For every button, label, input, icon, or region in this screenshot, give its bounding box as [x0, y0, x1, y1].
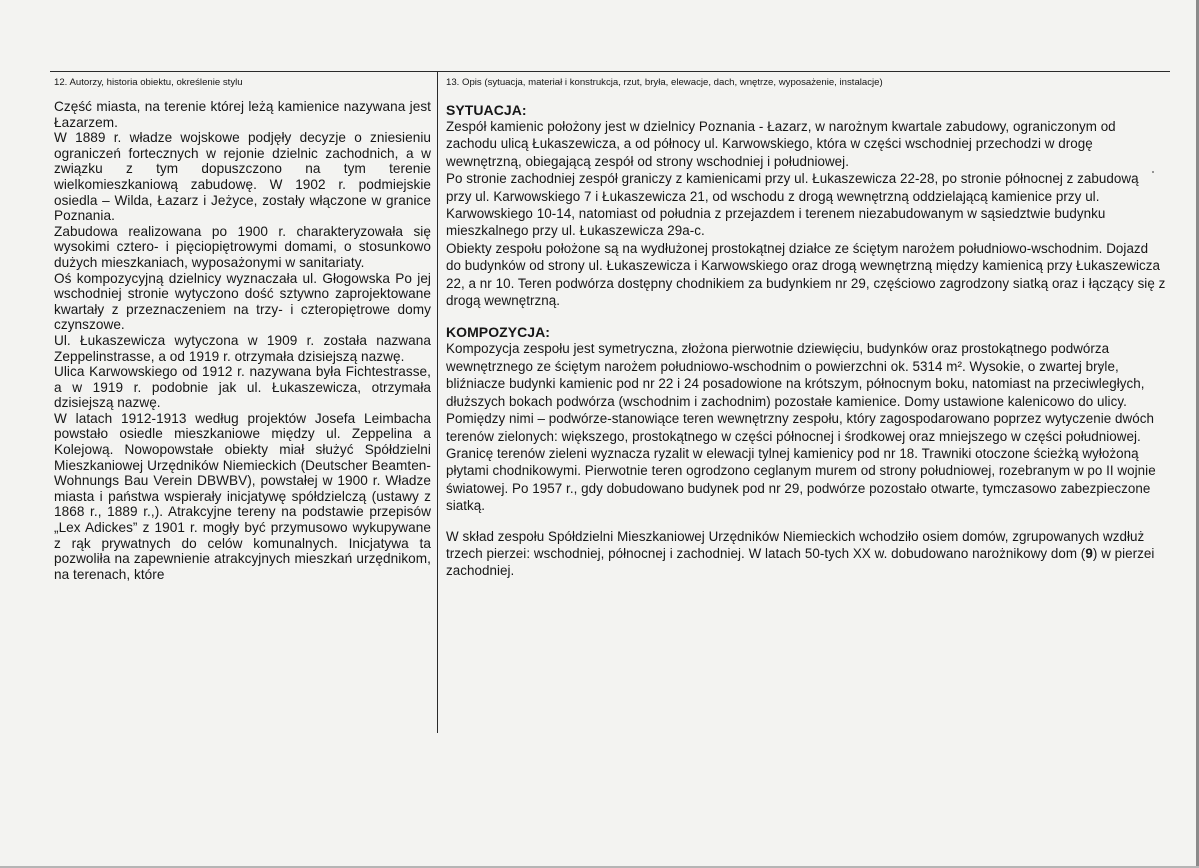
right-column-header: 13. Opis (sytuacja, materiał i konstrukcja, rzut, bryła, elewacje, dach, wnętrze, wyposażenie, instalacje) [446, 77, 883, 88]
closing-paragraph [446, 528, 1166, 580]
history-paragraph: Ulica Karwowskiego od 1912 r. nazywana była Fichtestrasse, a w 1919 r. podobnie jak ul. Łukaszewicza, otrzymała dzisiejszą nazwę. [54, 364, 431, 411]
history-text [50, 94, 437, 582]
section-gap [446, 515, 1166, 528]
description-paragraph: Kompozycja zespołu jest symetryczna, złożona pierwotnie dziewięciu, budynków oraz prostokątnego podwórza wewnętrznego ze ściętym narożem południowo-wschodnim o powierzchni ok. 5314 m². Wysokie, o zwartej bryle, bliźniacze budynki kamienic pod nr 22 i 24 posadowione na krótszym, północnym boku, natomiast na przeciwległych, dłuższych bokach podwórza (wschodnim i zachodnim) pozostałe kamienice. Domy ustawione kalenicowo do ulicy. Pomiędzy nimi – podwórze-stanowiące teren wewnętrzny zespołu, który zagospodarowano poprzez wytyczenie dwóch terenów zielonych: większego, prostokątnego w części północnej i środkowej oraz mniejszego w części południowej. Granicę terenów zieleni wyznacza ryzalit w elewacji tylnej kamienicy pod nr 18. Trawniki otoczone ścieżką wyłożoną płytami chodnikowymi. Pierwotnie teren ogrodzono ceglanym murem od strony południowej, rozebranym w po II wojnie światowej. Po 1957 r., gdy dobudowano budynek pod nr 29, podwórze pozostało otwarte, tymczasowo zabezpieczone siatką. [446, 341, 1156, 514]
section-heading-kompozycja: KOMPOZYCJA: [446, 324, 550, 341]
history-paragraph: Część miasta, na terenie której leżą kamienice nazywana jest Łazarzem. [54, 99, 431, 130]
section-heading-sytuacja: SYTUACJA: [446, 102, 527, 118]
description-paragraph: Zespół kamienic położony jest w dzielnicy Poznania - Łazarz, w narożnym kwartale zabudowy, ograniczonym od zachodu ulicą Łukaszewicza, a od północy ul. Karwowskiego, która w części wschodniej przechodzi w drogę wewnętrzną, obiegającą zespół od strony wschodniej i południowej. [446, 119, 1116, 169]
description-text [438, 94, 1170, 580]
left-column-header: 12. Autorzy, historia obiektu, określenie stylu [54, 77, 243, 88]
left-column [50, 71, 438, 733]
history-paragraph: W 1889 r. władze wojskowe podjęły decyzje o zniesieniu ograniczeń fortecznych w rejonie dzielnic zachodnich, a w związku z tym dopuszczono na tym terenie wielkomieszkaniową zabudowę. W 1902 r. podmiejskie osiedla – Wilda, Łazarz i Jeżyce, zostały włączone w granice Poznania. [54, 130, 431, 224]
description-paragraph: Obiekty zespołu położone są na wydłużonej prostokątnej działce ze ściętym narożem południowo-wschodnim. Dojazd do budynków od strony ul. Łukaszewicza i Karwowskiego oraz drogą wewnętrzną między kamienicą przy Łukaszewicza 22, a nr 10. Teren podwórza dostępny chodnikiem za budynkiem nr 29, częściowo zagrodzony siatką oraz i łączący się z drogą wewnętrzną. [446, 240, 1166, 309]
description-paragraph: Po stronie zachodniej zespół graniczy z kamienicami przy ul. Łukaszewicza 22-28, po stronie północnej z zabudową przy ul. Karwowskiego 7 i Łukaszewicza 21, od wschodu z drogą wewnętrzną oddzielającą kamienice przy ul. Karwowskiego 10-14, natomiast od południa z przejazdem i terenem niezabudowanym w sąsiedztwie budynku mieszkalnego przy ul. Łukaszewicza 29a-c. [446, 171, 1139, 239]
closing-text-end: ) w pierzei zachodniej. [446, 545, 1155, 579]
closing-text-start: W skład zespołu Spółdzielni Mieszkaniowej Urzędników Niemieckich wchodziło osiem domów, zgrupowanych wzdłuż trzech pierzei: wschodniej, północnej i zachodniej. W latach 50-tych XX w. dobudowano narożnikowy dom ( [446, 528, 1145, 561]
history-paragraph: Zabudowa realizowana po 1900 r. charakteryzowała się wysokimi cztero- i pięciopiętrowymi domami, o stosunkowo dużych mieszkaniach, wyposażonymi w sanitariaty. [54, 223, 431, 270]
section-gap [446, 309, 1166, 324]
right-column [438, 71, 1170, 733]
history-paragraph: W latach 1912-1913 według projektów Josefa Leimbacha powstało osiedle mieszkaniowe między ul. Zeppelina a Kolejową. Nowopowstałe obiekty miał służyć Spółdzielni Mieszkaniowej Urzędników Niemieckich (Deutscher Beamten-Wohnungs Bau Verein DBWBV), powstałej w 1900 r. Władze miasta i państwa wspierały inicjatywę spółdzielczą (ustawy z 1868 r., 1889 r.,). Atrakcyjne tereny na podstawie przepisów „Lex Adickes” z 1901 r. mogły być przymusowo wykupywane z rąk prywatnych do celów komunalnych. Inicjatywa ta pozwoliła na zapewnienie atrakcyjnych mieszkań urzędnikom, na terenach, które [54, 410, 431, 582]
history-paragraph: Ul. Łukaszewicza wytyczona w 1909 r. została nazwana Zeppelinstrasse, a od 1919 r. otrzymała dzisiejszą nazwę. [54, 332, 431, 364]
history-paragraph: Oś kompozycyjną dzielnicy wyznaczała ul. Głogowska Po jej wschodniej stronie wytyczono dość sztywno zaprojektowane kwartały z przeznaczeniem na trzy- i czteropiętrowe domy czynszowe. [54, 270, 431, 333]
house-number: 9 [1085, 545, 1093, 561]
